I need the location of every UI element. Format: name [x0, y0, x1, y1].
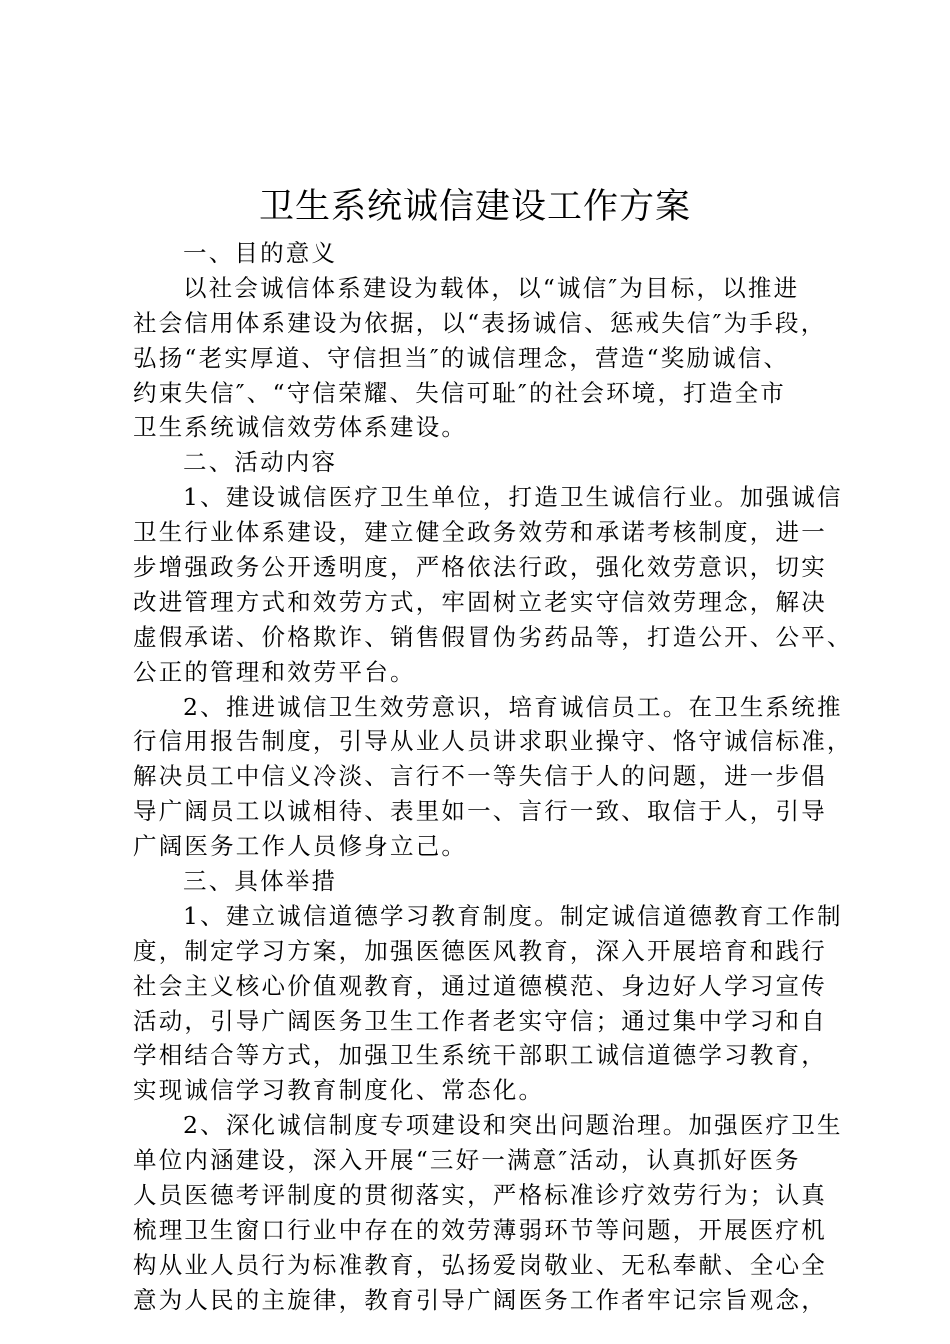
paragraph-line: 卫生系统诚信效劳体系建设。: [133, 413, 468, 442]
paragraph-line: 改进管理方式和效劳方式，牢固树立老实守信效劳理念，解决: [133, 587, 827, 616]
paragraph-line: 意为人民的主旋律，教育引导广阔医务工作者牢记宗旨观念，: [133, 1285, 827, 1314]
paragraph-line: 梳理卫生窗口行业中存在的效劳薄弱环节等问题，开展医疗机: [133, 1215, 827, 1244]
paragraph-line: 学相结合等方式，加强卫生系统干部职工诚信道德学习教育，: [133, 1041, 827, 1070]
paragraph-line: 虚假承诺、价格欺诈、销售假冒伪劣药品等，打造公开、公平、: [133, 622, 853, 651]
section-heading-activities: 二、活动内容: [183, 448, 338, 477]
paragraph-line: 解决员工中信义冷淡、言行不一等失信于人的问题，进一步倡: [133, 762, 827, 791]
paragraph-line: 1、建设诚信医疗卫生单位，打造卫生诚信行业。加强诚信: [183, 483, 843, 512]
paragraph-line: 1、建立诚信道德学习教育制度。制定诚信道德教育工作制: [183, 901, 843, 930]
paragraph-line: 度，制定学习方案，加强医德医风教育，深入开展培育和践行: [133, 936, 827, 965]
paragraph-line: 2、深化诚信制度专项建设和突出问题治理。加强医疗卫生: [183, 1111, 843, 1140]
section-heading-measures: 三、具体举措: [183, 867, 338, 896]
paragraph-line: 社会信用体系建设为依据，以“表扬诚信、惩戒失信″为手段，: [133, 308, 827, 337]
paragraph-line: 以社会诚信体系建设为载体，以“诚信″为目标，以推进: [183, 273, 800, 302]
paragraph-line: 单位内涵建设，深入开展“三好一满意″活动，认真抓好医务: [133, 1146, 801, 1175]
section-heading-purpose: 一、目的意义: [183, 239, 338, 267]
paragraph-line: 活动，引导广阔医务卫生工作者老实守信；通过集中学习和自: [133, 1006, 827, 1035]
paragraph-line: 弘扬“老实厚道、守信担当″的诚信理念，营造“奖励诚信、: [133, 343, 790, 372]
paragraph-line: 约束失信″、“守信荣耀、失信可耻″的社会环境，打造全市: [133, 378, 786, 407]
paragraph-line: 卫生行业体系建设，建立健全政务效劳和承诺考核制度，进一: [133, 518, 827, 547]
paragraph-line: 广阔医务工作人员修身立己。: [133, 832, 468, 861]
paragraph-line: 构从业人员行为标准教育，弘扬爱岗敬业、无私奉献、全心全: [133, 1250, 827, 1279]
document-body: [133, 236, 853, 1318]
paragraph-line: 导广阔员工以诚相待、表里如一、言行一致、取信于人，引导: [133, 797, 827, 826]
document-title: 卫生系统诚信建设工作方案: [258, 187, 691, 227]
paragraph-line: 公正的管理和效劳平台。: [133, 657, 416, 686]
paragraph-line: 实现诚信学习教育制度化、常态化。: [133, 1076, 545, 1105]
paragraph-line: 2、推进诚信卫生效劳意识，培育诚信员工。在卫生系统推: [183, 692, 843, 721]
paragraph-line: 行信用报告制度，引导从业人员讲求职业操守、恪守诚信标准，: [133, 727, 853, 756]
paragraph-line: 社会主义核心价值观教育，通过道德模范、身边好人学习宣传: [133, 971, 827, 1000]
paragraph-line: 步增强政务公开透明度，严格依法行政，强化效劳意识，切实: [133, 553, 827, 582]
paragraph-line: 人员医德考评制度的贯彻落实，严格标准诊疗效劳行为；认真: [133, 1181, 827, 1210]
